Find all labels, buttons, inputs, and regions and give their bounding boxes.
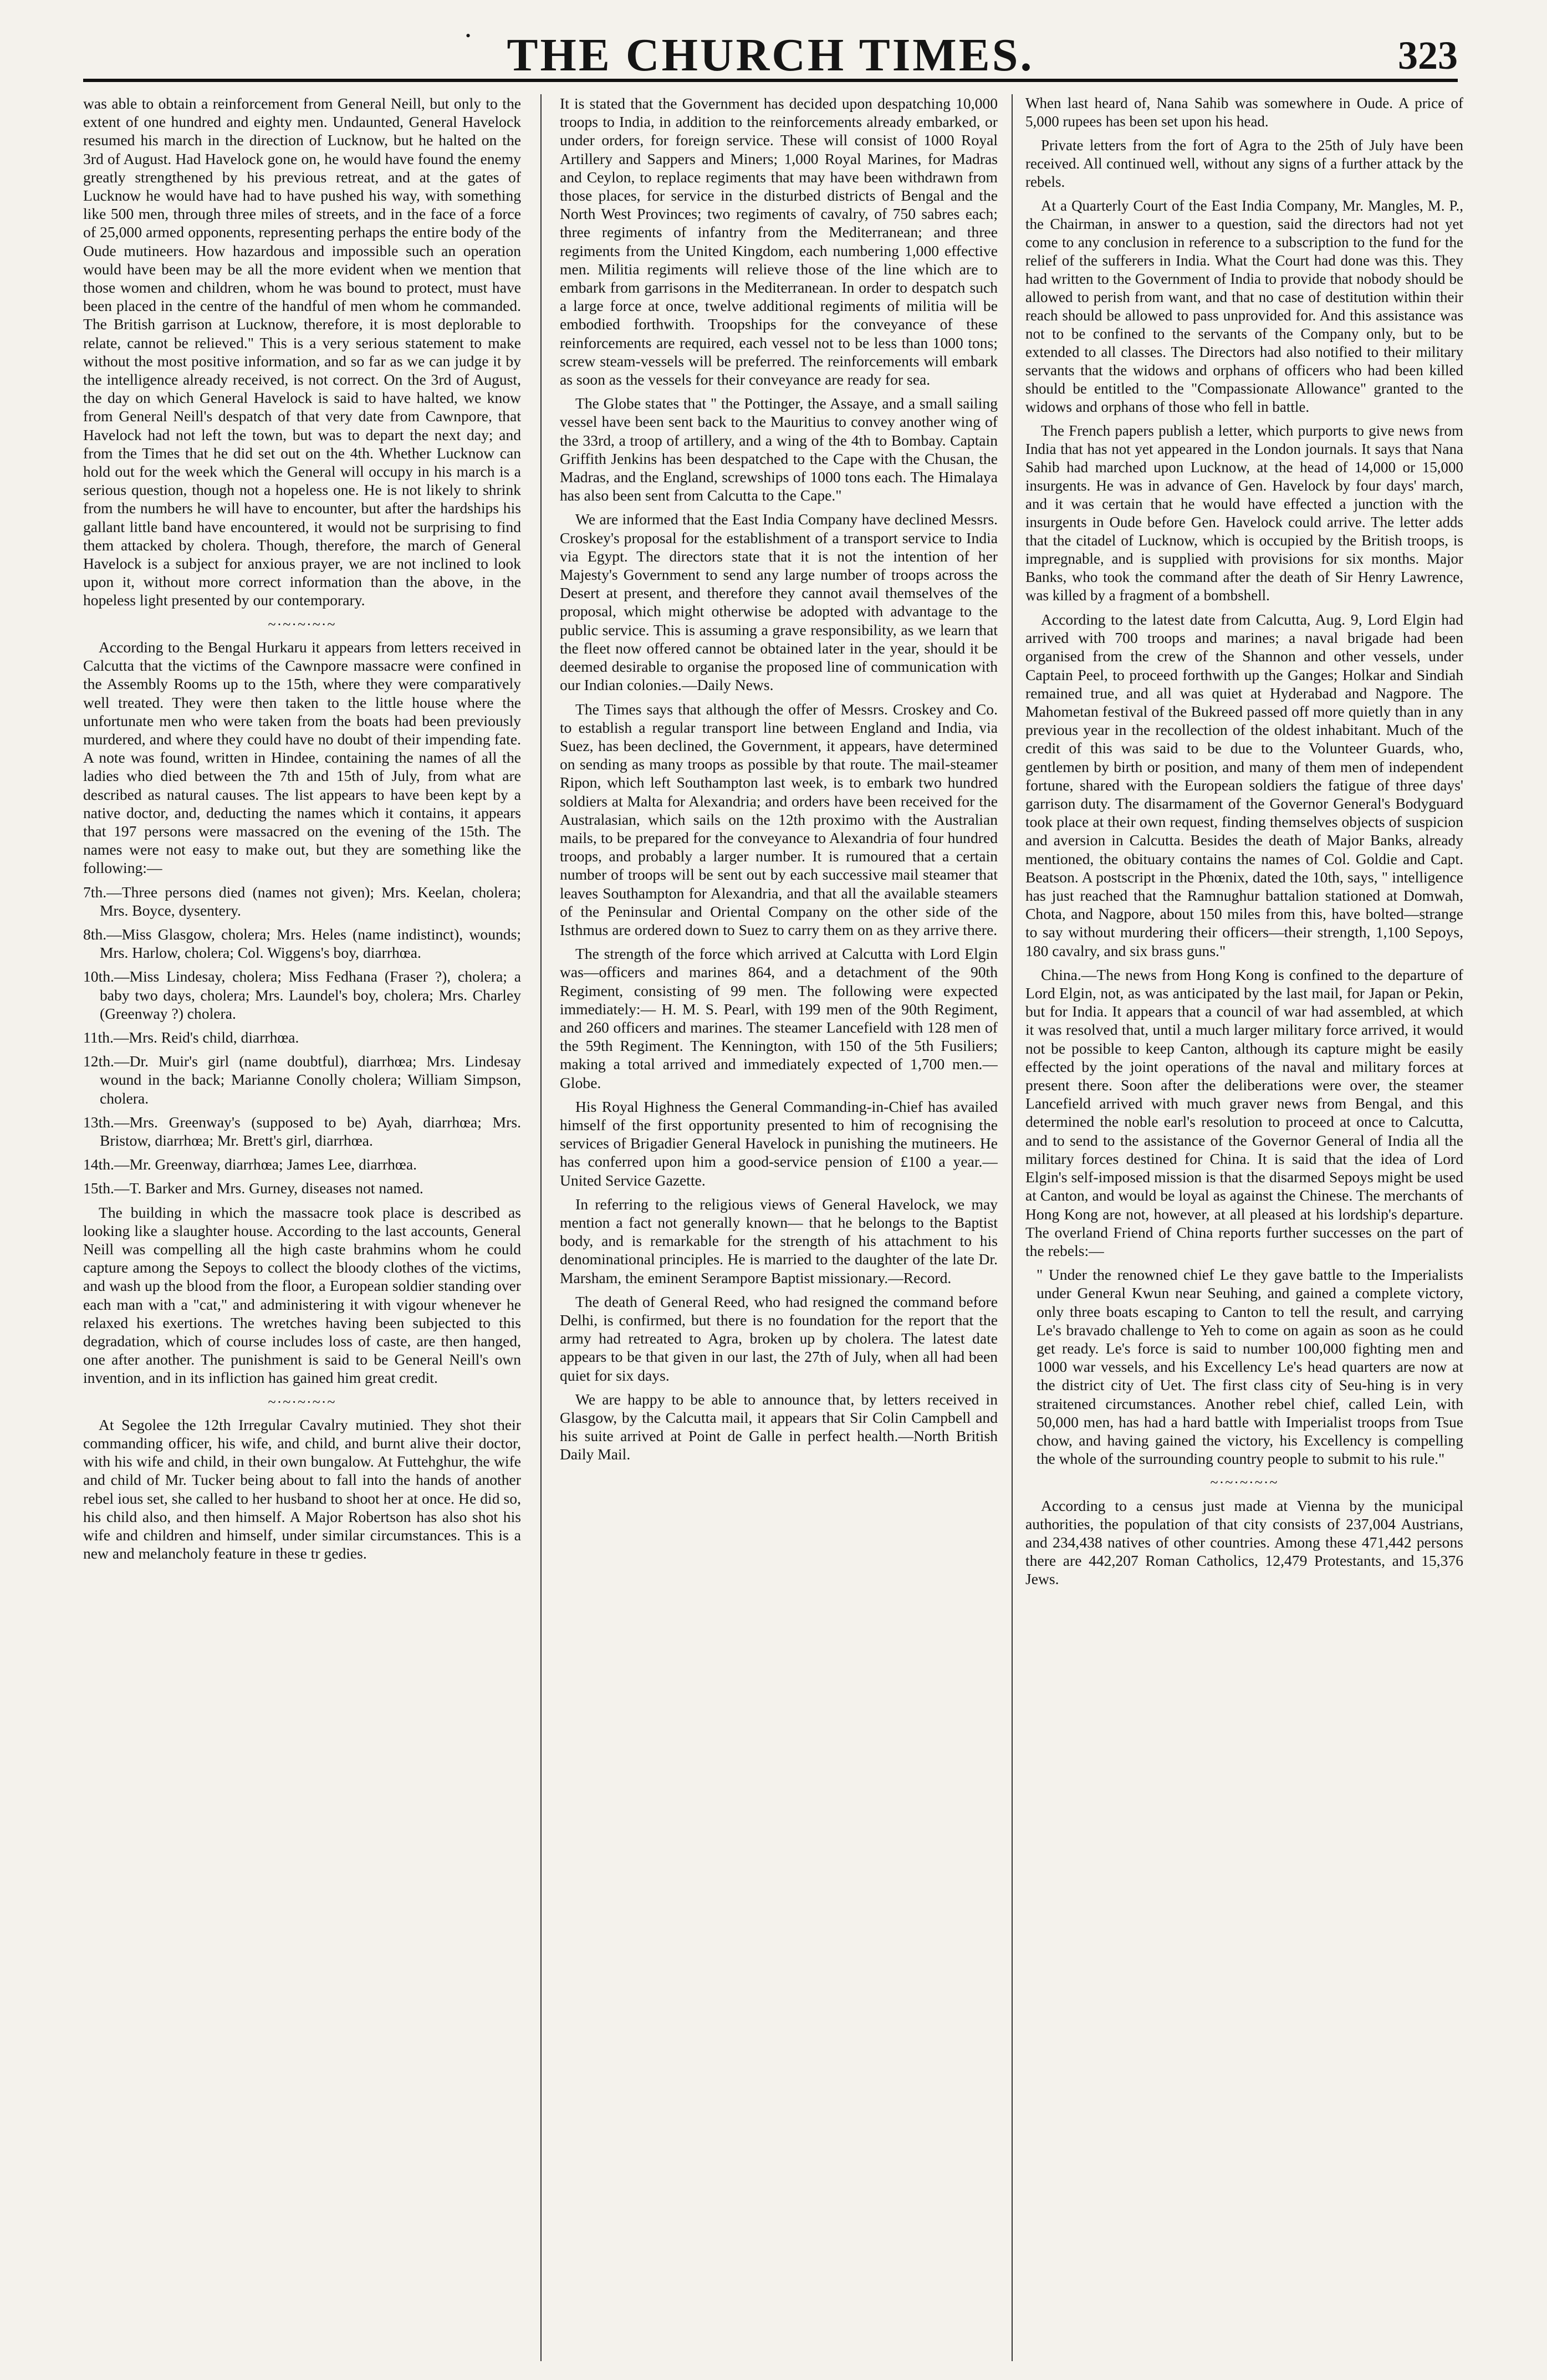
entry-text: Miss Glasgow, cholera; Mrs. Heles (name indistinct), wounds; Mrs. Harlow, cholera; Col. Wiggens's boy, diarrhœa. bbox=[100, 925, 521, 962]
article-paragraph: When last heard of, Nana Sahib was somewhere in Oude. A price of 5,000 rupees has been set upon his head. bbox=[1025, 95, 1463, 130]
page-number: 323 bbox=[1398, 33, 1458, 78]
article-paragraph: China.—The news from Hong Kong is confined to the departure of Lord Elgin, not, as was anticipated by the last mail, for Japan or Pekin, but for India. It appears that a council of war had assembled, at which it was resolved that, until a much larger military force arrived, it would not be possible to keep Canton, although its capture might be easily effected by the joint operations of the naval and military forces at present there. Soon after the deliberations were over, the steamer Lancefield arrived with much graver news from Bengal, and this determined the noble earl's resolution to proceed at once to Calcutta, and to send to the assistance of the Governor General of India all the military forces destined for China. It is said that the idea of Lord Elgin's self-imposed mission is that the disarmed Sepoys might be used at Canton, and would be loyal as against the Chinese. The merchants of Hong Kong are not, however, at all pleased at his lordship's departure. The overland Friend of China reports further successes on the part of the rebels:— bbox=[1025, 966, 1463, 1259]
entry-date-label: 7th.— bbox=[83, 883, 122, 901]
casualty-list-entry bbox=[83, 1113, 521, 1150]
section-separator bbox=[1025, 1473, 1463, 1492]
masthead-marker: • bbox=[466, 28, 471, 44]
entry-text: Dr. Muir's girl (name doubtful), diarrhœa; Mrs. Lindesay wound in the back; Marianne Conolly cholera; William Simpson, cholera. bbox=[100, 1053, 521, 1107]
casualty-list-entry bbox=[83, 925, 521, 962]
article-paragraph: According to a census just made at Vienna by the municipal authorities, the population of that city consists of 237,004 Austrians, and 234,438 natives of other countries. Among these 471,442 persons there are 442,207 Roman Catholics, 12,479 Protestants, and 15,376 Jews. bbox=[1025, 1497, 1463, 1588]
entry-date-label: 15th.— bbox=[83, 1179, 130, 1197]
column-divider bbox=[1012, 94, 1013, 2361]
column-divider bbox=[540, 94, 542, 2361]
article-paragraph: His Royal Highness the General Commanding-in-Chief has availed himself of the first opportunity presented to him of recognising the services of Brigadier General Havelock in punishing the mutineers. He has conferred upon him a good-service pension of £100 a year.—United Service Gazette. bbox=[560, 1097, 998, 1189]
newspaper-title: THE CHURCH TIMES. bbox=[507, 29, 1034, 81]
article-paragraph: It is stated that the Government has decided upon despatching 10,000 troops to India, in addition to the reinforcements already embarked, or under orders, for foreign service. These will consist of 1000 Royal Artillery and Sappers and Miners; 1,000 Royal Marines, for Madras and Ceylon, to replace regiments that may have been withdrawn from those places, for service in the disturbed districts of Bengal and the North West Provinces; two regiments of cavalry, of 750 sabres each; three regiments of infantry from the Mediterranean; and three regiments from the United Kingdom, each numbering 1,000 effective men. Militia regiments will relieve those of the line which are to embark from garrisons in the Mediterranean. In order to despatch such a large force at once, twelve additional regiments of militia will be embodied forthwith. Troopships for the conveyance of these reinforcements are required, each vessel not to be less than 1000 tons; screw steam-vessels will be preferred. The reinforcements will embark as soon as the vessels for their conveyance are ready for sea. bbox=[560, 95, 998, 389]
article-paragraph: The Globe states that " the Pottinger, the Assaye, and a small sailing vessel have been sent back to the Mauritius to convey another wing of the 33rd, a troop of artillery, and a wing of the 4th to Bombay. Captain Griffith Jenkins has been despatched to the Cape with the Chusan, the Madras, and the England, screwships of 1000 tons each. The Himalaya has also been sent from Calcutta to the Cape." bbox=[560, 395, 998, 504]
entry-text: Three persons died (names not given); Mrs. Keelan, cholera; Mrs. Boyce, dysentery. bbox=[100, 883, 521, 919]
article-paragraph: The strength of the force which arrived at Calcutta with Lord Elgin was—officers and marines 864, and a detachment of the 90th Regiment, consisting of 99 men. The following were expected immediately:— H. M. S. Pearl, with 199 men of the 90th Regiment, and 260 officers and marines. The steamer Lancefield with 128 men of the 59th Regiment. The Kennington, with 150 of the 5th Fusiliers; making a total arrived and immediately expected of 1,700 men.— Globe. bbox=[560, 945, 998, 1091]
entry-text: Mrs. Greenway's (supposed to be) Ayah, diarrhœa; Mrs. Bristow, diarrhœa; Mr. Brett's girl, diarrhœa. bbox=[100, 1113, 521, 1149]
article-paragraph: We are happy to be able to announce that, by letters received in Glasgow, by the Calcutta mail, it appears that Sir Colin Campbell and his suite arrived at Point de Galle in perfect health.—North British Daily Mail. bbox=[560, 1390, 998, 1463]
entry-text: Miss Lindesay, cholera; Miss Fedhana (Fraser ?), cholera; a baby two days, cholera; Mrs. Laundel's boy, cholera; Mrs. Charley (Greenway ?) cholera. bbox=[100, 968, 521, 1022]
column-3 bbox=[1025, 94, 1463, 2367]
column-2 bbox=[560, 94, 998, 2367]
article-paragraph: At a Quarterly Court of the East India Company, Mr. Mangles, M. P., the Chairman, in answer to a question, said the directors had not yet come to any conclusion in reference to a subscription to the fund for the relief of the sufferers in India. What the Court had done was this. They had written to the Government of India to provide that nobody should be allowed to perish from want, and that no case of destitution within their reach should be allowed to pass unprovided for. And this assistance was not to be confined to the servants of the Company only, but to be extended to all classes. The Directors had also notified to their military servants that the widows and orphans of officers who had been killed should be entitled to the "Compassionate Allowance" granted to the widows and orphans of those who fell in battle. bbox=[1025, 197, 1463, 415]
masthead-rule bbox=[83, 79, 1458, 82]
entry-text: Mrs. Reid's child, diarrhœa. bbox=[129, 1028, 299, 1046]
entry-date-label: 14th.— bbox=[83, 1156, 130, 1173]
article-paragraph: The Times says that although the offer of Messrs. Croskey and Co. to establish a regular transport line between England and India, via Suez, has been declined, the Government, it appears, have determined on sending as many troops as possible by that route. The mail-steamer Ripon, which left Southampton last week, is to embark two hundred soldiers at Malta for Alexandria; and orders have been received for the Australasian, which sails on the 12th proximo with the Australian mails, to be prepared for the conveyance to Alexandria of four hundred troops, and probably a larger number. It is rumoured that a certain number of troops will be sent out by each successive mail steamer that leaves Southampton for Alexandria, and that all the available steamers of the Peninsular and Oriental Company on the other side of the Isthmus are ordered down to Suez to carry them on as they arrive there. bbox=[560, 700, 998, 938]
article-paragraph: In referring to the religious views of General Havelock, we may mention a fact not generally known— that he belongs to the Baptist body, and is remarkable for the strength of his attachment to his denominational principles. He is married to the daughter of the late Dr. Marsham, the eminent Serampore Baptist missionary.—Record. bbox=[560, 1195, 998, 1286]
casualty-list-entry bbox=[83, 1028, 521, 1046]
casualty-list-entry bbox=[83, 1179, 521, 1197]
article-paragraph: Private letters from the fort of Agra to the 25th of July have been received. All continued well, without any signs of a further attack by the rebels. bbox=[1025, 137, 1463, 190]
entry-text: T. Barker and Mrs. Gurney, diseases not named. bbox=[129, 1179, 423, 1197]
column-1 bbox=[83, 94, 521, 2367]
article-paragraph: The French papers publish a letter, which purports to give news from India that has not yet appeared in the London journals. It says that Nana Sahib had marched upon Lucknow, at the head of 14,000 or 15,000 insurgents. He was in advance of Gen. Havelock by four days' march, and it was certain that he would have effected a junction with the insurgents in Oude before Gen. Havelock could arrive. The letter adds that the citadel of Lucknow, which is occupied by the British troops, is impregnable, and is supplied with provisions for six months. Major Banks, who took the command after the death of Sir Henry Lawrence, was killed by a fragment of a bombshell. bbox=[1025, 422, 1463, 604]
article-paragraph: was able to obtain a reinforcement from General Neill, but only to the extent of one hundred and eighty men. Undaunted, General Havelock resumed his march in the direction of Lucknow, but he halted on the 3rd of August. Had Havelock gone on, he would have found the enemy greatly strengthened by his previous retreat, and at the gates of Lucknow he would have had to have pushed his way, with something like 500 men, through three miles of streets, and in the face of a force of 25,000 armed opponents, representing perhaps the entire body of the Oude mutineers. How hazardous and impossible such an operation would have been may be all the more evident when we mention that those women and children, whom he was bound to protect, must have been placed in the centre of the handful of men whom he commanded. The British garrison at Lucknow, therefore, it is most deplorable to relate, cannot be relieved." This is a very serious statement to make without the most positive information, and so far as we can judge it by the intelligence already received, is not correct. On the 3rd of August, the day on which General Havelock is said to have halted, we know from General Neill's despatch of that very date from Cawnpore, that Havelock had not left the town, but was to depart the next day; and from the Times that he did set out on the 4th. Whether Lucknow can hold out for the week which the General will occupy in his march is a serious question, though not a hopeless one. He is not likely to shrink from the numbers he will have to encounter, but after the hardships his gallant little band have encountered, it would not be surprising to find them attacked by cholera. Though, therefore, the march of General Havelock is a subject for anxious prayer, we are not inclined to look upon it, without more correct information than the above, in the hopeless light presented by our contemporary. bbox=[83, 95, 521, 609]
casualty-list-entry bbox=[83, 967, 521, 1023]
entry-text: Mr. Greenway, diarrhœa; James Lee, diarrhœa. bbox=[129, 1156, 417, 1173]
article-paragraph: The building in which the massacre took place is described as looking like a slaughter house. According to the last accounts, General Neill was compelling all the high caste brahmins whom he could capture among the Sepoys to collect the bloody clothes of the victims, and wash up the blood from the floor, a European soldier standing over each man with a "cat," and administering it with vigour whenever he relaxed his exertions. The wretches having been subjected to this degradation, which of course includes loss of caste, are then hanged, one after another. The punishment is said to be General Neill's own invention, and in its infliction has gained him great credit. bbox=[83, 1203, 521, 1387]
article-paragraph: According to the Bengal Hurkaru it appears from letters received in Calcutta that the victims of the Cawnpore massacre were confined in the Assembly Rooms up to the 15th, where they were comparatively well treated. They were then taken to the little house where the unfortunate men who were taken from the boats had been previously murdered, and where they could have no doubt of their impending fate. A note was found, written in Hindee, containing the names of all the ladies who died between the 7th and 15th of July, from what are described as natural causes. The list appears to have been kept by a native doctor, and, deducting the names which it contains, it appears that 197 persons were massacred on the evening of the 15th. The names were not easy to make out, but they are something like the following:— bbox=[83, 638, 521, 877]
entry-date-label: 10th.— bbox=[83, 968, 130, 985]
entry-date-label: 12th.— bbox=[83, 1053, 130, 1070]
article-paragraph: According to the latest date from Calcutta, Aug. 9, Lord Elgin had arrived with 700 troops and marines; a naval brigade had been organised from the crew of the Shannon and other vessels, under Captain Peel, to proceed forthwith up the Ganges; Holkar and Sindiah remained true, and all was quiet at Hyderabad and Nagpore. The Mahometan festival of the Bukreed passed off more quietly than in any previous year in the recollection of the oldest inhabitant. Much of the credit of this was said to be due to the Volunteer Guards, who, gentlemen by birth or position, and many of them men of independent fortune, shared with the European soldiers the fatigue of three days' garrison duty. The disarmament of the Governor General's Bodyguard took place at their own request, finding themselves objects of suspicion and aversion in Calcutta. Besides the death of Major Banks, already mentioned, the obituary contains the names of Col. Goldie and Capt. Beatson. A postscript in the Phœnix, dated the 10th, says, " intelligence has just reached that the Ramnughur battalion stationed at Domwah, Chota, and Nagpore, about 150 miles from this, have bolted—strange to say without murdering their officers—their strength, 1,100 Sepoys, 180 cavalry, and six brass guns." bbox=[1025, 611, 1463, 959]
casualty-list-entry bbox=[83, 1155, 521, 1173]
section-separator bbox=[83, 1393, 521, 1411]
entry-date-label: 11th.— bbox=[83, 1028, 129, 1046]
section-separator bbox=[83, 615, 521, 634]
entry-date-label: 13th.— bbox=[83, 1113, 130, 1131]
article-paragraph: At Segolee the 12th Irregular Cavalry mutinied. They shot their commanding officer, his wife, and child, and burnt alive their doctor, with his wife and child, in their own bungalow. At Futtehghur, the wife and child of Mr. Tucker being about to fall into the hands of another rebel ious set, she called to her husband to shoot her at once. He did so, his child also, and then himself. A Major Robertson has also shot his wife and children and himself, under similar circumstances. This is a new and melancholy feature in these tr gedies. bbox=[83, 1416, 521, 1562]
quoted-passage: " Under the renowned chief Le they gave battle to the Imperialists under General Kwun near Seuhing, and gained a complete victory, only three boats escaping to Canton to tell the result, and carrying Le's bravado challenge to Yeh to come on again as soon as he could get ready. Le's force is said to number 100,000 fighting men and 1000 war vessels, and his Excellency Le's head quarters are now at the district city of Uet. The first class city of Seu-hing is in very straitened circumstances. Another rebel chief, called Lein, with 50,000 men, has had a hard battle with Imperialist troops from Tsue chow, and having gained the victory, his Excellency is compelling the whole of the surrounding country people to submit to his rule." bbox=[1037, 1266, 1463, 1468]
casualty-list-entry bbox=[83, 1052, 521, 1107]
casualty-list-entry bbox=[83, 883, 521, 920]
article-paragraph: The death of General Reed, who had resigned the command before Delhi, is confirmed, but there is no foundation for the report that the army had retreated to Agra, broken up by cholera. The latest date appears to be that given in our last, the 27th of July, when all had been quiet for six days. bbox=[560, 1293, 998, 1384]
article-paragraph: We are informed that the East India Company have declined Messrs. Croskey's proposal for the establishment of a transport service to India via Egypt. The directors state that it is not the intention of her Majesty's Government to send any large number of troops across the Desert at present, and therefore they cannot avail themselves of the proposal, which might otherwise be adopted with advantage to the public service. This is assuming a grave responsibility, as we learn that the fleet now offered cannot be obtained later in the year, should it be deemed desirable to organise the proposed line of communication with our Indian colonies.—Daily News. bbox=[560, 510, 998, 694]
entry-date-label: 8th.— bbox=[83, 925, 122, 943]
